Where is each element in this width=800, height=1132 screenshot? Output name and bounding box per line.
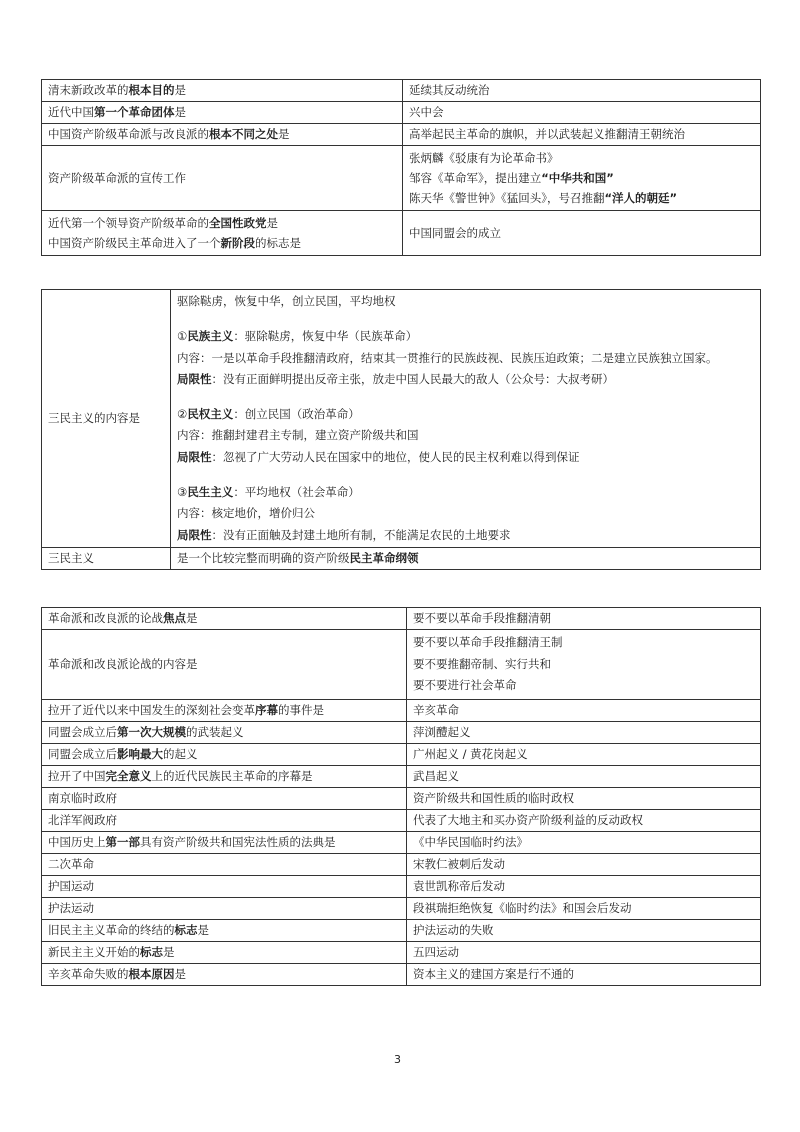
table-row [42, 941, 761, 963]
text-run: 代表了大地主和买办资产阶级利益的反动政权 [413, 812, 643, 827]
bold-keyword: 根本目的 [128, 83, 175, 97]
cell-line [177, 369, 754, 390]
text-run: 张炳麟《驳康有为论革命书》 [409, 151, 559, 165]
cell-line [413, 675, 754, 697]
question-cell [42, 547, 171, 569]
text-run: 三民主义 [48, 550, 94, 565]
question-cell [42, 963, 407, 985]
answer-cell [407, 831, 761, 853]
cell-line [413, 654, 754, 676]
answer-cell [407, 699, 761, 721]
answer-cell [407, 721, 761, 743]
answer-cell [403, 102, 761, 124]
table-row [42, 630, 761, 700]
text-run: 资产阶级共和国性质的临时政权 [413, 790, 574, 805]
table-row [42, 608, 761, 630]
text-run: 拉开了中国 [48, 768, 106, 783]
question-cell [42, 721, 407, 743]
text-run: ③ [177, 485, 188, 500]
bold-keyword: 新阶段 [220, 236, 255, 250]
bold-keyword: 根本原因 [128, 966, 175, 981]
answer-cell [407, 608, 761, 630]
text-run: 近代第一个领导资产阶级革命的 [48, 216, 209, 230]
cell-line [177, 482, 754, 503]
text-run: 旧民主主义革命的终结的 [48, 922, 175, 937]
question-cell [42, 608, 407, 630]
bold-keyword: 焦点 [163, 611, 186, 625]
text-run: 内容：一是以革命手段推翻清政府，结束其一贯推行的民族歧视、民族压迫政策；二是建立民族独立国家。 [177, 350, 718, 365]
text-run: 清末新政改革的 [48, 83, 129, 97]
text-run: ：忽视了广大劳动人民在国家中的地位，使人民的民主权利难以得到保证 [211, 449, 580, 464]
question-cell [42, 743, 407, 765]
cell-line [409, 188, 754, 208]
question-cell [42, 941, 407, 963]
bold-keyword: 民主革命纲领 [349, 550, 419, 565]
text-run: 要不要以革命手段推翻清王制 [413, 635, 563, 649]
text-run: ：驱除鞑虏，恢复中华（民族革命） [233, 329, 418, 344]
question-cell [42, 787, 407, 809]
answer-cell [407, 963, 761, 985]
text-run: 中国同盟会的成立 [409, 225, 501, 240]
text-run: 陈天华《警世钟》《猛回头》，号召推翻 [409, 191, 605, 205]
bold-keyword: 局限性 [177, 371, 212, 386]
text-run: 上的近代民族民主革命的序幕是 [151, 768, 313, 783]
bold-keyword: “洋人的朝廷” [604, 191, 678, 205]
text-run: 同盟会成立后 [48, 746, 117, 761]
table-row [42, 831, 761, 853]
text-run: 是一个比较完整而明确的资产阶级 [177, 550, 350, 565]
answer-cell [171, 290, 761, 548]
cell-line [177, 447, 754, 468]
table-xinhai-revolution [41, 607, 761, 986]
question-cell [42, 831, 407, 853]
text-run: 资本主义的建国方案是行不通的 [413, 966, 574, 981]
answer-cell [407, 787, 761, 809]
cell-line [413, 632, 754, 654]
answer-cell [407, 743, 761, 765]
text-run: 内容：核定地价，增价归公 [177, 506, 315, 521]
text-run: 中国历史上 [48, 834, 106, 849]
cell-line [409, 168, 754, 188]
bold-keyword: 完全意义 [105, 768, 152, 783]
text-run: 要不要进行社会革命 [413, 678, 517, 692]
question-cell [42, 809, 407, 831]
cell-line [177, 425, 754, 446]
text-run: 中国资产阶级革命派与改良派的 [48, 127, 209, 141]
text-run: 是 [174, 105, 186, 119]
table-row [42, 80, 761, 102]
block-gap [177, 390, 754, 404]
table-row [42, 853, 761, 875]
text-run: 是 [174, 83, 186, 97]
text-run: 护法运动的失败 [413, 922, 494, 937]
text-run: 袁世凯称帝后发动 [413, 878, 505, 893]
table-row [42, 290, 761, 548]
question-cell [42, 146, 403, 211]
text-run: 延续其反动统治 [409, 83, 490, 97]
text-run: 北洋军阀政府 [48, 812, 117, 827]
text-run: 《中华民国临时约法》 [413, 834, 528, 849]
text-run: 广州起义 / 黄花岗起义 [413, 746, 528, 761]
bold-keyword: 局限性 [177, 449, 212, 464]
bold-keyword: 民族主义 [187, 329, 234, 344]
text-run: 具有资产阶级共和国宪法性质的法典是 [140, 834, 336, 849]
text-run: 护国运动 [48, 878, 94, 893]
answer-cell [407, 809, 761, 831]
cell-line [177, 326, 754, 347]
text-run: ：没有正面鲜明提出反帝主张，放走中国人民最大的敌人（公众号：大叔考研） [211, 371, 614, 386]
text-run: 新民主主义开始的 [48, 944, 140, 959]
bold-keyword: 影响最大 [117, 746, 163, 761]
bold-keyword: 民权主义 [187, 407, 234, 422]
text-run: 是 [266, 216, 278, 230]
text-run: 武昌起义 [413, 768, 459, 783]
table-revolution-basics [41, 79, 761, 256]
question-cell [42, 919, 407, 941]
table-row [42, 897, 761, 919]
answer-cell [403, 211, 761, 256]
answer-cell [407, 765, 761, 787]
answer-cell [171, 547, 761, 569]
table-row [42, 743, 761, 765]
text-run: 内容：推翻封建君主专制，建立资产阶级共和国 [177, 428, 419, 443]
page-number: 3 [394, 1053, 401, 1066]
table-row [42, 721, 761, 743]
block-gap [177, 468, 754, 482]
cell-line [409, 148, 754, 168]
text-run: 二次革命 [48, 856, 94, 871]
cell-line [177, 348, 754, 369]
text-run: 宋教仁被刺后发动 [413, 856, 505, 871]
table-row [42, 699, 761, 721]
text-run: 高举起民主革命的旗帜，并以武装起义推翻清王朝统治 [409, 127, 685, 141]
text-run: 辛亥革命失败的 [48, 966, 129, 981]
text-run: 萍浏醴起义 [413, 724, 471, 739]
table-row [42, 765, 761, 787]
text-run: 是 [186, 611, 198, 625]
table-row [42, 146, 761, 211]
bold-keyword: “中华共和国” [541, 171, 614, 185]
question-cell [42, 211, 403, 256]
text-run: 兴中会 [409, 105, 444, 119]
text-run: 的标志是 [255, 236, 301, 250]
text-run: 资产阶级革命派的宣传工作 [48, 170, 186, 185]
question-cell [42, 630, 407, 700]
text-run: 革命派和改良派论战的内容是 [48, 656, 198, 671]
question-cell: 三民主义的内容是 [42, 290, 171, 548]
table-row [42, 124, 761, 146]
text-run: 邹容《革命军》，提出建立 [409, 171, 542, 185]
cell-line [48, 213, 396, 233]
text-run: ：平均地权（社会革命） [233, 485, 360, 500]
bold-keyword: 第一次大规模 [117, 724, 186, 739]
bold-keyword: 第一部 [105, 834, 140, 849]
text-run: 是 [278, 127, 290, 141]
answer-cell [407, 897, 761, 919]
text-run: 是 [163, 944, 175, 959]
table-row [42, 102, 761, 124]
text-run: 段祺瑞拒绝恢复《临时约法》和国会后发动 [413, 900, 632, 915]
bold-keyword: 第一个革命团体 [94, 105, 175, 119]
question-cell [42, 699, 407, 721]
text-run: 革命派和改良派的论战 [48, 611, 163, 625]
table-row [42, 875, 761, 897]
cell-line [48, 233, 396, 253]
answer-cell [407, 875, 761, 897]
bold-keyword: 序幕 [255, 702, 278, 717]
answer-cell [407, 941, 761, 963]
text-run: ：没有正面触及封建土地所有制，不能满足农民的土地要求 [211, 527, 511, 542]
answer-cell [403, 146, 761, 211]
text-run: 的事件是 [278, 702, 324, 717]
text-run: 同盟会成立后 [48, 724, 117, 739]
text-run: 辛亥革命 [413, 702, 459, 717]
table-row [42, 787, 761, 809]
text-run: 拉开了近代以来中国发生的深刻社会变革 [48, 702, 255, 717]
text-run: 的武装起义 [186, 724, 244, 739]
text-run: 中国资产阶级民主革命进入了一个 [48, 236, 221, 250]
cell-line [177, 404, 754, 425]
text-run: 是 [197, 922, 209, 937]
answer-cell [403, 124, 761, 146]
bold-keyword: 根本不同之处 [209, 127, 278, 141]
text-run: 近代中国 [48, 105, 94, 119]
table-three-principles [41, 289, 761, 570]
question-cell [42, 80, 403, 102]
bold-keyword: 民生主义 [187, 485, 234, 500]
answer-cell [407, 919, 761, 941]
text-run: 的起义 [163, 746, 198, 761]
text-run: 要不要推翻帝制、实行共和 [413, 656, 551, 671]
text-run: 要不要以革命手段推翻清朝 [413, 611, 551, 625]
table-row [42, 963, 761, 985]
answer-cell [407, 630, 761, 700]
table-row [42, 919, 761, 941]
text-run: ① [177, 329, 188, 344]
text-run: ② [177, 407, 188, 422]
question-cell [42, 124, 403, 146]
cell-line [177, 503, 754, 524]
answer-cell [403, 80, 761, 102]
question-cell [42, 875, 407, 897]
bold-keyword: 标志 [140, 944, 163, 959]
cell-line [177, 525, 754, 546]
question-cell [42, 897, 407, 919]
question-cell [42, 102, 403, 124]
question-cell [42, 765, 407, 787]
table-row [42, 809, 761, 831]
text-run: 南京临时政府 [48, 790, 117, 805]
cell-line [177, 291, 754, 312]
text-run: 驱除鞑虏，恢复中华，创立民国，平均地权 [177, 294, 396, 308]
bold-keyword: 标志 [174, 922, 198, 937]
text-run: 是 [174, 966, 186, 981]
bold-keyword: 局限性 [177, 527, 212, 542]
table-row [42, 547, 761, 569]
text-run: 五四运动 [413, 944, 459, 959]
table-row [42, 211, 761, 256]
answer-cell [407, 853, 761, 875]
text-run: 护法运动 [48, 900, 94, 915]
text-run: ：创立民国（政治革命） [233, 407, 360, 422]
block-gap [177, 312, 754, 326]
bold-keyword: 全国性政党 [209, 216, 267, 230]
question-cell [42, 853, 407, 875]
